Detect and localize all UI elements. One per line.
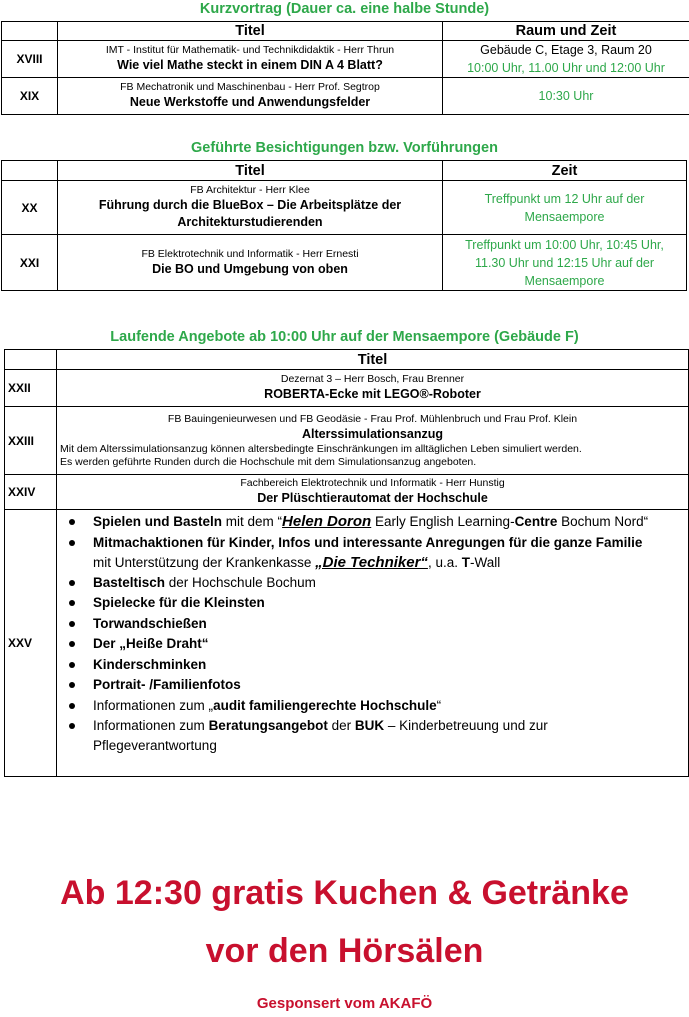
list-item: Mitmachaktionen für Kinder, Infos und interessante Anregungen für die ganze Familie mit Unterstützung der Krankenkasse „Die Techniker“, u.a. T-Wall [93, 533, 685, 573]
row-number: XIX [2, 78, 58, 115]
department: FB Mechatronik und Maschinenbau - Herr Prof. Segtrop [120, 81, 380, 93]
tour-title-line1: Führung durch die BlueBox – Die Arbeitsplätze der [98, 198, 402, 212]
column-header-empty [2, 161, 58, 181]
list-item: Portrait- /Familienfotos [93, 675, 685, 696]
column-header-room-time: Raum und Zeit [443, 22, 689, 41]
sponsor-note: Gesponsert vom AKAFÖ [256, 995, 433, 1012]
announcement-line1: Ab 12:30 gratis Kuchen & Getränke [60, 874, 629, 912]
talk-title: Wie viel Mathe steckt in einem DIN A 4 Blatt? [117, 58, 383, 72]
row-number: XXII [5, 370, 57, 407]
time-line2: Mensaempore [524, 209, 605, 224]
time-line3: Mensaempore [524, 273, 605, 288]
table-kurzvortrag [1, 21, 689, 115]
row-number: XVIII [2, 41, 58, 78]
list-item: Informationen zum „audit familiengerechte Hochschule“ [93, 696, 685, 717]
time-line2: 11.30 Uhr und 12:15 Uhr auf der [474, 255, 655, 270]
department: Dezernat 3 – Herr Bosch, Frau Brenner [280, 373, 465, 385]
table-row [2, 41, 689, 78]
list-item: Informationen zum Beratungsangebot der BUK – Kinderbetreuung und zur Pflegeverantwortung [93, 716, 685, 756]
row-room-cell [443, 41, 689, 78]
table-row [2, 235, 687, 291]
row-number: XXIII [5, 407, 57, 475]
row-title-cell [58, 181, 443, 235]
table-laufende-angebote [4, 349, 689, 777]
offer-title: Der Plüschtierautomat der Hochschule [257, 491, 488, 505]
list-item: Spielecke für die Kleinsten [93, 593, 685, 614]
row-number: XXI [2, 235, 58, 291]
list-item: Torwandschießen [93, 614, 685, 635]
tour-title-line2: Architekturstudierenden [177, 215, 323, 229]
table-row [5, 370, 689, 407]
row-title-cell [57, 475, 689, 510]
column-header-empty [2, 22, 58, 41]
row-number: XX [2, 181, 58, 235]
time-line1: Treffpunkt um 10:00 Uhr, 10:45 Uhr, [465, 237, 664, 252]
column-header-title: Titel [57, 350, 689, 370]
row-number: XXIV [5, 475, 57, 510]
department: IMT - Institut für Mathematik- und Technikdidaktik - Herr Thrun [105, 44, 395, 56]
department: FB Bauingenieurwesen und FB Geodäsie - Frau Prof. Mühlenbruch und Frau Prof. Klein [167, 412, 578, 425]
column-header-time: Zeit [443, 161, 687, 181]
section-heading-kurzvortrag: Kurzvortrag (Dauer ca. eine halbe Stunde) [199, 1, 490, 17]
offer-title: ROBERTA-Ecke mit LEGO®-Roboter [264, 387, 481, 401]
room: Gebäude C, Etage 3, Raum 20 [480, 43, 652, 57]
row-room-cell [443, 78, 689, 115]
time: 10:00 Uhr, 11.00 Uhr und 12:00 Uhr [467, 61, 665, 75]
list-item: Spielen und Basteln mit dem “Helen Doron Early English Learning-Centre Bochum Nord“ [93, 512, 685, 533]
row-number: XXV [5, 510, 57, 777]
table-row [5, 510, 689, 777]
offer-description-line1: Mit dem Alterssimulationsanzug können altersbedingte Einschränkungen im alltäglichen Leben simuliert werden. [60, 442, 582, 455]
section-heading-besichtigungen: Geführte Besichtigungen bzw. Vorführungen [191, 140, 498, 156]
department: FB Elektrotechnik und Informatik - Herr Ernesti [141, 247, 359, 260]
section-heading-laufende-angebote: Laufende Angebote ab 10:00 Uhr auf der Mensaempore (Gebäude F) [110, 329, 579, 345]
row-time-cell [443, 235, 687, 291]
list-item: Kinderschminken [93, 655, 685, 676]
offer-description-line2: Es werden geführte Runden durch die Hochschule mit dem Simulationsanzug angeboten. [60, 455, 477, 468]
time-line1: Treffpunkt um 12 Uhr auf der [484, 191, 645, 206]
table-row [2, 181, 687, 235]
department: FB Architektur - Herr Klee [190, 184, 310, 196]
table-besichtigungen [1, 160, 687, 291]
table-row [2, 78, 689, 115]
time: 10:30 Uhr [538, 89, 594, 103]
list-item: Basteltisch der Hochschule Bochum [93, 573, 685, 594]
column-header-title: Titel [58, 161, 443, 181]
table-row [5, 407, 689, 475]
row-title-cell [57, 370, 689, 407]
list-item: Der „Heiße Draht“ [93, 634, 685, 655]
department: Fachbereich Elektrotechnik und Informatik - Herr Hunstig [240, 477, 505, 489]
activities-list [60, 512, 685, 756]
offer-title: Alterssimulationsanzug [302, 426, 443, 441]
row-time-cell [443, 181, 687, 235]
table-row [5, 475, 689, 510]
row-title-cell [58, 41, 443, 78]
tour-title: Die BO und Umgebung von oben [152, 261, 348, 276]
row-title-cell [58, 78, 443, 115]
row-title-cell [57, 407, 689, 475]
row-title-cell [58, 235, 443, 291]
activities-cell [57, 510, 689, 777]
column-header-title: Titel [58, 22, 443, 41]
announcement-line2: vor den Hörsälen [205, 932, 484, 970]
talk-title: Neue Werkstoffe und Anwendungsfelder [129, 95, 371, 109]
column-header-empty [5, 350, 57, 370]
